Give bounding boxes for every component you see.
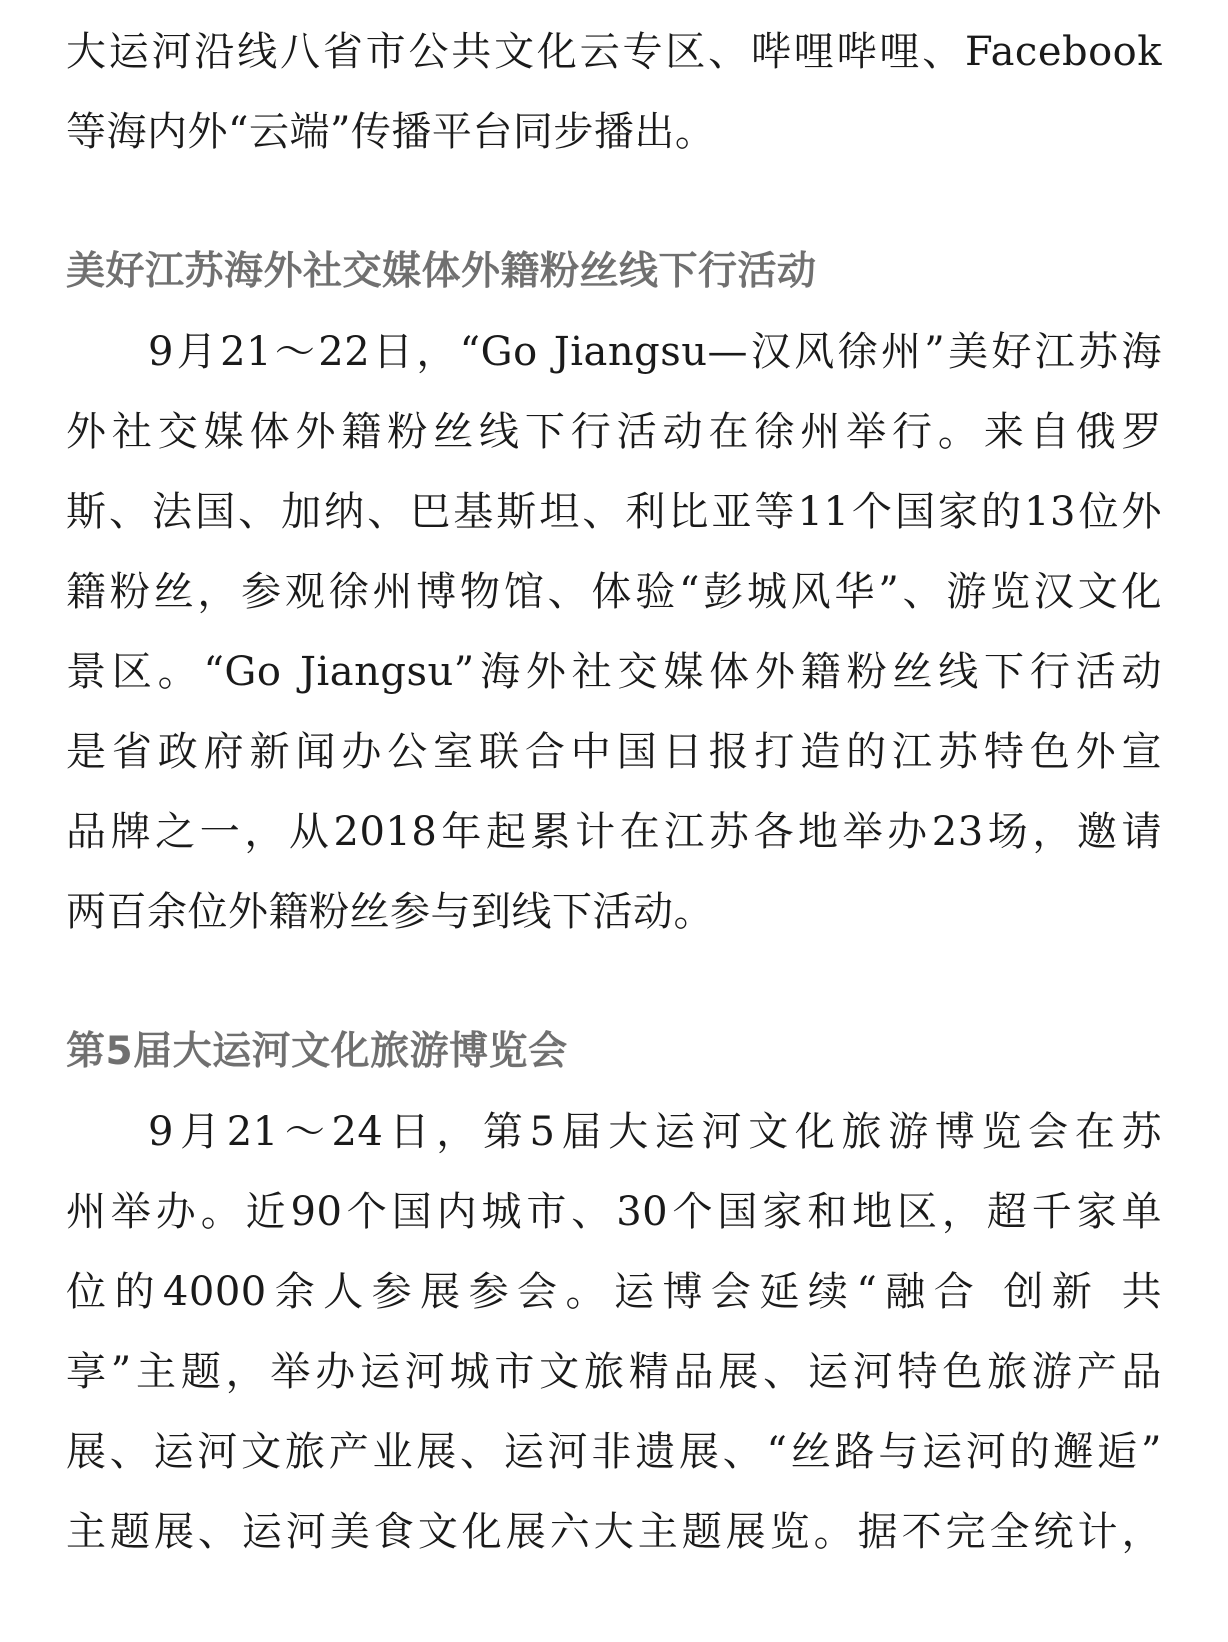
paragraph-line: 等海内外“云端”传播平台同步播出。	[66, 109, 716, 155]
paragraph-line: 两百余位外籍粉丝参与到线下活动。	[66, 889, 714, 935]
paragraph-line: 大运河沿线八省市公共文化云专区、哔哩哔哩、Facebook	[66, 29, 1162, 75]
section-heading: 第5届大运河文化旅游博览会	[66, 1029, 568, 1074]
paragraph-line: 享”主题，举办运河城市文旅精品展、运河特色旅游产品	[66, 1349, 1162, 1395]
paragraph-line: 主题展、运河美食文化展六大主题展览。据不完全统计，	[66, 1509, 1162, 1555]
section-gap	[66, 952, 1162, 1012]
section-expo	[66, 1012, 1162, 1572]
paragraph-line: 景区。“Go Jiangsu”海外社交媒体外籍粉丝线下行活动	[66, 649, 1162, 695]
section-gap	[66, 172, 1162, 232]
section-fans	[66, 232, 1162, 952]
paragraph-line: 位的4000余人参展参会。运博会延续“融合 创新 共	[66, 1269, 1162, 1315]
paragraph-line: 外社交媒体外籍粉丝线下行活动在徐州举行。来自俄罗	[66, 409, 1162, 455]
paragraph-line: 品牌之一，从2018年起累计在江苏各地举办23场，邀请	[66, 809, 1162, 855]
paragraph-line: 州举办。近90个国内城市、30个国家和地区，超千家单	[66, 1189, 1162, 1235]
section-heading: 美好江苏海外社交媒体外籍粉丝线下行活动	[66, 249, 817, 294]
paragraph-line: 9月21～24日，第5届大运河文化旅游博览会在苏	[148, 1109, 1162, 1155]
paragraph-line: 展、运河文旅产业展、运河非遗展、“丝路与运河的邂逅”	[66, 1429, 1162, 1475]
document-page	[66, 0, 1162, 1572]
intro-paragraph	[66, 12, 1162, 172]
paragraph-line: 籍粉丝，参观徐州博物馆、体验“彭城风华”、游览汉文化	[66, 569, 1162, 615]
paragraph-line: 是省政府新闻办公室联合中国日报打造的江苏特色外宣	[66, 729, 1162, 775]
paragraph-line: 9月21～22日，“Go Jiangsu—汉风徐州”美好江苏海	[148, 329, 1162, 375]
paragraph-line: 斯、法国、加纳、巴基斯坦、利比亚等11个国家的13位外	[66, 489, 1162, 535]
